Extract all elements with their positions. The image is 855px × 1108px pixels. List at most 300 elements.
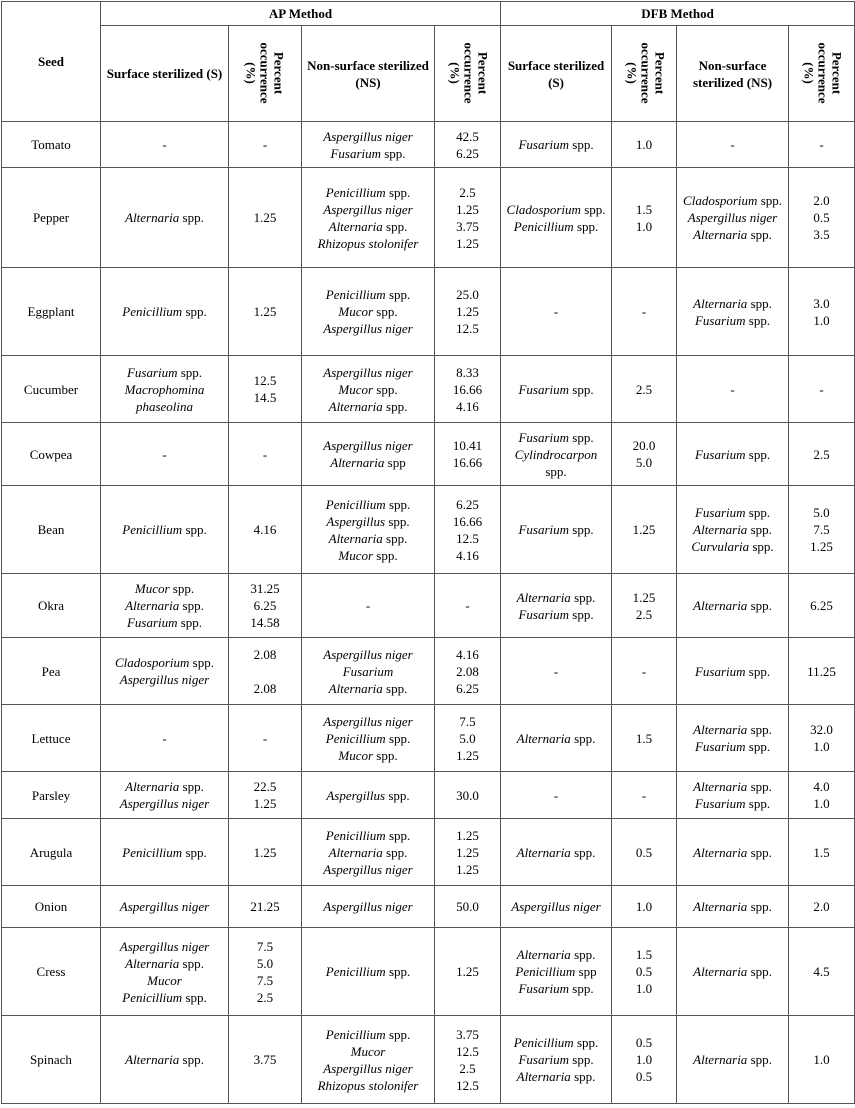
percent-value: 1.0 bbox=[813, 312, 830, 328]
ap-s-organism-cell bbox=[101, 486, 229, 574]
organism-name: Penicillium spp. bbox=[122, 844, 207, 860]
dfb-ns-percent-cell bbox=[789, 168, 855, 268]
percent-value: 1.25 bbox=[456, 964, 479, 979]
organism-name: Aspergillus spp. bbox=[326, 787, 410, 803]
percent-value: 2.0 bbox=[813, 899, 830, 914]
dfb-s-percent-cell bbox=[612, 486, 677, 574]
dfb-s-organism-cell bbox=[501, 423, 612, 486]
dfb-ns-organism-cell bbox=[677, 638, 789, 705]
organism-name: Cylindrocarpon spp. bbox=[514, 446, 598, 479]
organism-name: Aspergillus niger bbox=[119, 899, 210, 914]
organism-name: Alternaria spp. bbox=[693, 1052, 772, 1067]
ap-ns-percent-cell bbox=[435, 705, 501, 772]
ap-s-percent-cell bbox=[229, 574, 302, 638]
dfb-s-organism-cell bbox=[501, 886, 612, 928]
ap-ns-organism-cell bbox=[302, 122, 435, 168]
percent-value: 11.25 bbox=[807, 663, 836, 679]
organism-name: Penicillium spp. bbox=[513, 218, 599, 234]
organism-name: Fusarium spp. bbox=[518, 137, 594, 152]
percent-value: - bbox=[819, 381, 824, 397]
ap-ns-percent-cell bbox=[435, 268, 501, 356]
percent-value: 1.0 bbox=[635, 137, 653, 152]
organism-name: - bbox=[730, 137, 735, 152]
ap-s-percent-header: Percent occurrence (%) bbox=[229, 26, 302, 122]
organism-name: Penicillium spp. bbox=[325, 964, 411, 979]
dfb-ns-percent-cell bbox=[789, 574, 855, 638]
organism-name: Alternaria spp. bbox=[516, 730, 596, 746]
percent-value: 1.0 bbox=[813, 739, 830, 754]
ap-ns-organism-cell bbox=[302, 423, 435, 486]
organism-name: - bbox=[162, 730, 167, 746]
seed-cell: Cress bbox=[2, 928, 101, 1016]
organism-name: - bbox=[553, 663, 559, 679]
dfb-ns-percent-cell bbox=[789, 486, 855, 574]
percent-value: 1.25 bbox=[253, 796, 277, 811]
percent-value: 5.0 bbox=[635, 455, 653, 470]
table-row bbox=[2, 928, 855, 1016]
ap-non-surface-sterilized-header: Non-surface sterilized (NS) bbox=[302, 26, 435, 122]
organism-name: Mucor bbox=[350, 1043, 386, 1059]
organism-name: Alternaria spp. bbox=[516, 589, 596, 605]
dfb-s-organism-cell bbox=[501, 574, 612, 638]
ap-s-organism-cell bbox=[101, 705, 229, 772]
ap-s-percent-cell bbox=[229, 486, 302, 574]
percent-value: 4.16 bbox=[253, 522, 277, 537]
organism-name: Fusarium spp. bbox=[126, 615, 203, 630]
percent-value: 4.16 bbox=[456, 646, 479, 662]
organism-name: Fusarium spp. bbox=[518, 1052, 594, 1067]
organism-name: Fusarium spp. bbox=[330, 145, 406, 161]
organism-name: Rhizopus stolonifer bbox=[317, 235, 419, 251]
dfb-ns-organism-cell bbox=[677, 819, 789, 886]
dfb-ns-percent-cell bbox=[789, 638, 855, 705]
ap-s-organism-cell bbox=[101, 574, 229, 638]
ap-s-organism-cell bbox=[101, 122, 229, 168]
organism-name: Aspergillus niger bbox=[323, 861, 413, 877]
dfb-method-header: DFB Method bbox=[501, 2, 855, 26]
percent-value: - bbox=[819, 137, 824, 152]
table-row bbox=[2, 772, 855, 819]
ap-ns-organism-cell bbox=[302, 705, 435, 772]
seed-cell: Arugula bbox=[2, 819, 101, 886]
organism-name: Alternaria spp. bbox=[693, 722, 772, 737]
percent-value: 1.25 bbox=[632, 522, 656, 537]
seed-cell: Parsley bbox=[2, 772, 101, 819]
organism-name: Penicillium spp. bbox=[325, 730, 411, 746]
dfb-ns-percent-cell bbox=[789, 122, 855, 168]
ap-s-percent-cell bbox=[229, 122, 302, 168]
organism-name: Aspergillus niger bbox=[323, 128, 413, 144]
dfb-ns-organism-cell bbox=[677, 705, 789, 772]
seed-cell: Pepper bbox=[2, 168, 101, 268]
ap-ns-percent-cell bbox=[435, 886, 501, 928]
organism-name: Alternaria spp. bbox=[328, 844, 408, 860]
percent-value: 42.5 bbox=[456, 128, 479, 144]
percent-value: 1.25 bbox=[253, 844, 277, 860]
dfb-ns-organism-cell bbox=[677, 423, 789, 486]
percent-value: 2.5 bbox=[256, 989, 274, 1005]
dfb-s-organism-cell bbox=[501, 1016, 612, 1104]
dfb-s-percent-cell bbox=[612, 928, 677, 1016]
table-row bbox=[2, 423, 855, 486]
organism-name: Alternaria spp. bbox=[328, 680, 408, 696]
organism-name: Fusarium spp. bbox=[518, 522, 594, 537]
ap-ns-organism-cell bbox=[302, 1016, 435, 1104]
percent-value: 1.5 bbox=[635, 947, 653, 962]
percent-value: 1.25 bbox=[456, 827, 479, 843]
seed-cell: Cucumber bbox=[2, 356, 101, 423]
organism-name: Alternaria spp. bbox=[516, 844, 596, 860]
organism-name: Alternaria spp. bbox=[125, 1052, 204, 1067]
ap-s-organism-cell bbox=[101, 886, 229, 928]
organism-name: Fusarium spp. bbox=[694, 739, 771, 754]
percent-value: 1.25 bbox=[456, 201, 479, 217]
ap-s-percent-cell bbox=[229, 1016, 302, 1104]
ap-ns-organism-cell bbox=[302, 638, 435, 705]
dfb-ns-organism-cell bbox=[677, 1016, 789, 1104]
dfb-s-percent-cell bbox=[612, 705, 677, 772]
organism-name: Mucor spp. bbox=[338, 381, 398, 397]
organism-name: Mucor spp. bbox=[338, 747, 398, 763]
seed-cell: Onion bbox=[2, 886, 101, 928]
percent-value: 16.66 bbox=[452, 381, 483, 397]
organism-name: Fusarium spp. bbox=[518, 606, 594, 622]
percent-value: 7.5 bbox=[813, 522, 830, 537]
percent-value: 1.25 bbox=[456, 235, 479, 251]
ap-s-organism-cell bbox=[101, 268, 229, 356]
dfb-ns-organism-cell bbox=[677, 772, 789, 819]
organism-name: Mucor spp. bbox=[134, 581, 195, 596]
percent-value: 4.16 bbox=[456, 547, 479, 563]
ap-s-percent-cell bbox=[229, 423, 302, 486]
dfb-s-percent-cell bbox=[612, 268, 677, 356]
organism-name: Alternaria spp. bbox=[693, 522, 772, 537]
percent-value: 4.16 bbox=[456, 398, 479, 414]
organism-name: Alternaria spp. bbox=[693, 964, 772, 979]
organism-name: - bbox=[365, 598, 371, 613]
organism-name: Penicillium spp. bbox=[122, 304, 207, 319]
organism-name: Alternaria spp. bbox=[125, 598, 204, 613]
ap-ns-percent-cell bbox=[435, 423, 501, 486]
ap-ns-organism-cell bbox=[302, 886, 435, 928]
ap-s-organism-cell bbox=[101, 356, 229, 423]
ap-ns-organism-cell bbox=[302, 819, 435, 886]
percent-value: 12.5 bbox=[456, 1077, 479, 1093]
percent-value: 1.0 bbox=[813, 1052, 830, 1067]
organism-name: Alternaria spp. bbox=[693, 779, 772, 794]
organism-name: Aspergillus niger bbox=[119, 672, 210, 687]
ap-ns-organism-cell bbox=[302, 574, 435, 638]
percent-value: 1.25 bbox=[456, 861, 479, 877]
seed-header: Seed bbox=[2, 2, 101, 122]
percent-value: 3.75 bbox=[456, 1026, 479, 1042]
percent-value: 12.5 bbox=[456, 1043, 479, 1059]
percent-value: 0.5 bbox=[635, 844, 653, 860]
percent-value: 2.5 bbox=[459, 184, 476, 200]
organism-name: Alternaria spp. bbox=[693, 899, 772, 914]
dfb-surface-sterilized-header: Surface sterilized (S) bbox=[501, 26, 612, 122]
dfb-s-percent-cell bbox=[612, 1016, 677, 1104]
table-row bbox=[2, 638, 855, 705]
organism-name: Alternaria spp bbox=[330, 455, 406, 470]
percent-value: - bbox=[641, 304, 647, 319]
percent-value: 2.5 bbox=[635, 381, 653, 397]
dfb-ns-percent-cell bbox=[789, 356, 855, 423]
organism-name: Aspergillus niger bbox=[323, 201, 413, 217]
table-row bbox=[2, 819, 855, 886]
ap-s-organism-cell bbox=[101, 168, 229, 268]
ap-ns-percent-cell bbox=[435, 168, 501, 268]
dfb-ns-percent-header: Percent occurrence (%) bbox=[789, 26, 855, 122]
organism-name: Penicillium spp. bbox=[325, 184, 411, 200]
organism-name: Aspergillus niger bbox=[323, 438, 413, 453]
dfb-s-organism-cell bbox=[501, 356, 612, 423]
organism-name: Penicillium spp. bbox=[122, 522, 207, 537]
organism-name: Aspergillus niger bbox=[323, 713, 413, 729]
ap-ns-organism-cell bbox=[302, 772, 435, 819]
organism-name: Penicillium spp. bbox=[325, 287, 411, 302]
column-header-row bbox=[2, 26, 855, 122]
percent-value: 22.5 bbox=[253, 779, 277, 794]
organism-name: Fusarium spp. bbox=[694, 446, 771, 462]
table-row bbox=[2, 356, 855, 423]
percent-value: - bbox=[641, 787, 647, 803]
percent-value: 1.5 bbox=[813, 844, 830, 860]
percent-value: 8.33 bbox=[456, 364, 479, 380]
ap-surface-sterilized-header: Surface sterilized (S) bbox=[101, 26, 229, 122]
organism-name: Mucor spp. bbox=[338, 547, 398, 563]
percent-value: 1.0 bbox=[635, 218, 653, 234]
percent-value: 1.0 bbox=[813, 796, 830, 811]
dfb-ns-organism-cell bbox=[677, 574, 789, 638]
organism-name: - bbox=[162, 137, 167, 152]
organism-name: Rhizopus stolonifer bbox=[317, 1077, 419, 1093]
organism-name: Macrophomina phaseolina bbox=[124, 381, 205, 414]
ap-s-organism-cell bbox=[101, 1016, 229, 1104]
dfb-s-organism-cell bbox=[501, 122, 612, 168]
percent-value: 6.25 bbox=[456, 496, 479, 512]
organism-name: Aspergillus niger bbox=[119, 938, 210, 954]
dfb-s-organism-cell bbox=[501, 819, 612, 886]
organism-name: Cladosporium spp. bbox=[683, 193, 782, 208]
percent-value: - bbox=[262, 730, 268, 746]
percent-value: 21.25 bbox=[250, 899, 280, 914]
percent-value: 3.0 bbox=[813, 295, 830, 311]
organism-name: Penicillium spp. bbox=[325, 827, 411, 843]
dfb-ns-percent-cell bbox=[789, 819, 855, 886]
percent-value: 2.5 bbox=[459, 1060, 476, 1076]
percent-value: 1.25 bbox=[253, 210, 277, 225]
seed-cell: Tomato bbox=[2, 122, 101, 168]
dfb-ns-percent-cell bbox=[789, 268, 855, 356]
organism-name: Penicillium spp. bbox=[122, 989, 207, 1005]
organism-name: Fusarium spp. bbox=[518, 381, 594, 397]
percent-value: 6.25 bbox=[810, 598, 833, 613]
percent-value: 7.5 bbox=[459, 713, 476, 729]
ap-ns-percent-header: Percent occurrence (%) bbox=[435, 26, 501, 122]
organism-name: Fusarium spp. bbox=[518, 981, 594, 996]
organism-name: Penicillium spp. bbox=[513, 1035, 599, 1050]
ap-s-percent-cell bbox=[229, 928, 302, 1016]
percent-value: 5.0 bbox=[256, 955, 274, 971]
dfb-s-percent-header: Percent occurrence (%) bbox=[612, 26, 677, 122]
dfb-ns-organism-cell bbox=[677, 268, 789, 356]
percent-value: 14.58 bbox=[250, 615, 280, 630]
percent-value: 3.75 bbox=[456, 218, 479, 234]
percent-value: 0.5 bbox=[635, 964, 653, 979]
organism-name: Alternaria spp. bbox=[693, 598, 772, 613]
percent-value: 5.0 bbox=[459, 730, 476, 746]
percent-value: - bbox=[262, 137, 268, 152]
dfb-s-organism-cell bbox=[501, 772, 612, 819]
ap-ns-percent-cell bbox=[435, 772, 501, 819]
seed-cell: Bean bbox=[2, 486, 101, 574]
dfb-ns-percent-cell bbox=[789, 705, 855, 772]
ap-ns-percent-cell bbox=[435, 928, 501, 1016]
organism-name: Aspergillus niger bbox=[323, 321, 413, 336]
table-row bbox=[2, 168, 855, 268]
dfb-ns-percent-cell bbox=[789, 1016, 855, 1104]
percent-value: 12.5 bbox=[456, 321, 479, 336]
organism-name: Aspergillus niger bbox=[687, 210, 778, 225]
percent-value: 0.5 bbox=[813, 210, 830, 225]
percent-value: 25.0 bbox=[456, 287, 479, 302]
dfb-s-percent-cell bbox=[612, 122, 677, 168]
percent-value: 2.08 bbox=[456, 663, 479, 679]
ap-ns-percent-cell bbox=[435, 638, 501, 705]
ap-s-percent-cell bbox=[229, 356, 302, 423]
ap-ns-organism-cell bbox=[302, 168, 435, 268]
table-row bbox=[2, 574, 855, 638]
ap-ns-percent-cell bbox=[435, 486, 501, 574]
organism-name: Aspergillus niger bbox=[323, 1060, 413, 1076]
organism-name: Alternaria spp. bbox=[125, 779, 204, 794]
organism-name: - bbox=[553, 787, 559, 803]
table-row bbox=[2, 1016, 855, 1104]
percent-value: 16.66 bbox=[452, 513, 483, 529]
percent-value: 2.5 bbox=[813, 446, 830, 462]
dfb-ns-organism-cell bbox=[677, 928, 789, 1016]
seed-cell: Spinach bbox=[2, 1016, 101, 1104]
organism-name: Fusarium bbox=[342, 663, 394, 679]
dfb-s-organism-cell bbox=[501, 928, 612, 1016]
ap-ns-percent-cell bbox=[435, 819, 501, 886]
ap-ns-organism-cell bbox=[302, 928, 435, 1016]
percent-value bbox=[232, 663, 298, 680]
percent-value: 2.5 bbox=[635, 606, 653, 622]
ap-ns-percent-cell bbox=[435, 356, 501, 423]
ap-ns-organism-cell bbox=[302, 268, 435, 356]
ap-ns-organism-cell bbox=[302, 356, 435, 423]
ap-s-percent-cell bbox=[229, 772, 302, 819]
percent-value: 32.0 bbox=[810, 722, 833, 737]
percent-value: 1.25 bbox=[456, 304, 479, 319]
percent-value: 1.5 bbox=[635, 730, 653, 746]
organism-name: Fusarium spp. bbox=[518, 429, 594, 445]
percent-value: 4.0 bbox=[813, 779, 830, 794]
percent-value: 1.5 bbox=[635, 201, 653, 217]
percent-value: 1.0 bbox=[635, 1052, 653, 1067]
percent-value: 1.25 bbox=[810, 539, 833, 554]
percent-value: 30.0 bbox=[456, 787, 479, 803]
ap-s-percent-cell bbox=[229, 168, 302, 268]
dfb-s-organism-cell bbox=[501, 705, 612, 772]
table-row bbox=[2, 486, 855, 574]
dfb-ns-percent-cell bbox=[789, 886, 855, 928]
dfb-s-percent-cell bbox=[612, 356, 677, 423]
percent-value: 14.5 bbox=[253, 390, 277, 405]
organism-name: Curvularia spp. bbox=[691, 539, 774, 554]
percent-value: 1.25 bbox=[456, 844, 479, 860]
percent-value: 50.0 bbox=[456, 899, 479, 914]
dfb-s-percent-cell bbox=[612, 423, 677, 486]
seed-cell: Eggplant bbox=[2, 268, 101, 356]
percent-value: 1.25 bbox=[253, 304, 277, 319]
percent-value: - bbox=[262, 446, 268, 462]
percent-value: 7.5 bbox=[256, 972, 274, 988]
dfb-non-surface-sterilized-header: Non-surface sterilized (NS) bbox=[677, 26, 789, 122]
fungi-occurrence-table bbox=[1, 1, 855, 1104]
group-header-row bbox=[2, 2, 855, 26]
ap-s-organism-cell bbox=[101, 423, 229, 486]
organism-name: - bbox=[553, 304, 559, 319]
dfb-ns-organism-cell bbox=[677, 356, 789, 423]
percent-value: - bbox=[641, 663, 647, 679]
dfb-ns-organism-cell bbox=[677, 886, 789, 928]
percent-value: 0.5 bbox=[635, 1069, 653, 1084]
seed-cell: Okra bbox=[2, 574, 101, 638]
ap-s-organism-cell bbox=[101, 819, 229, 886]
dfb-s-percent-cell bbox=[612, 886, 677, 928]
organism-name: Cladosporium spp. bbox=[115, 655, 214, 670]
dfb-ns-organism-cell bbox=[677, 168, 789, 268]
percent-value: 1.25 bbox=[456, 747, 479, 763]
percent-value: 12.5 bbox=[456, 530, 479, 546]
organism-name: Penicillium spp. bbox=[325, 496, 411, 512]
ap-ns-percent-cell bbox=[435, 122, 501, 168]
percent-value: 7.5 bbox=[256, 938, 274, 954]
organism-name: Alternaria spp. bbox=[125, 955, 204, 971]
dfb-ns-organism-cell bbox=[677, 122, 789, 168]
dfb-ns-percent-cell bbox=[789, 423, 855, 486]
ap-s-percent-cell bbox=[229, 886, 302, 928]
percent-value: 5.0 bbox=[813, 505, 830, 520]
dfb-ns-percent-cell bbox=[789, 772, 855, 819]
percent-value: 16.66 bbox=[452, 455, 483, 470]
ap-ns-percent-cell bbox=[435, 1016, 501, 1104]
organism-name: Alternaria spp. bbox=[328, 530, 408, 546]
percent-value: 3.5 bbox=[813, 227, 830, 242]
organism-name: Alternaria spp. bbox=[328, 218, 408, 234]
ap-method-header: AP Method bbox=[101, 2, 501, 26]
percent-value: 3.75 bbox=[253, 1052, 277, 1067]
dfb-ns-percent-cell bbox=[789, 928, 855, 1016]
organism-name: Alternaria spp. bbox=[693, 227, 772, 242]
organism-name: Penicillium spp bbox=[515, 964, 597, 979]
percent-value: 6.25 bbox=[456, 145, 479, 161]
seed-cell: Cowpea bbox=[2, 423, 101, 486]
dfb-s-organism-cell bbox=[501, 268, 612, 356]
organism-name: Aspergillus niger bbox=[323, 899, 413, 914]
ap-ns-percent-cell bbox=[435, 574, 501, 638]
organism-name: Mucor spp. bbox=[338, 304, 398, 319]
percent-value: 20.0 bbox=[632, 438, 656, 453]
organism-name: Aspergillus spp. bbox=[326, 513, 410, 529]
table-row bbox=[2, 122, 855, 168]
ap-s-organism-cell bbox=[101, 772, 229, 819]
percent-value: 6.25 bbox=[253, 598, 277, 613]
organism-name: Mucor bbox=[147, 972, 182, 988]
